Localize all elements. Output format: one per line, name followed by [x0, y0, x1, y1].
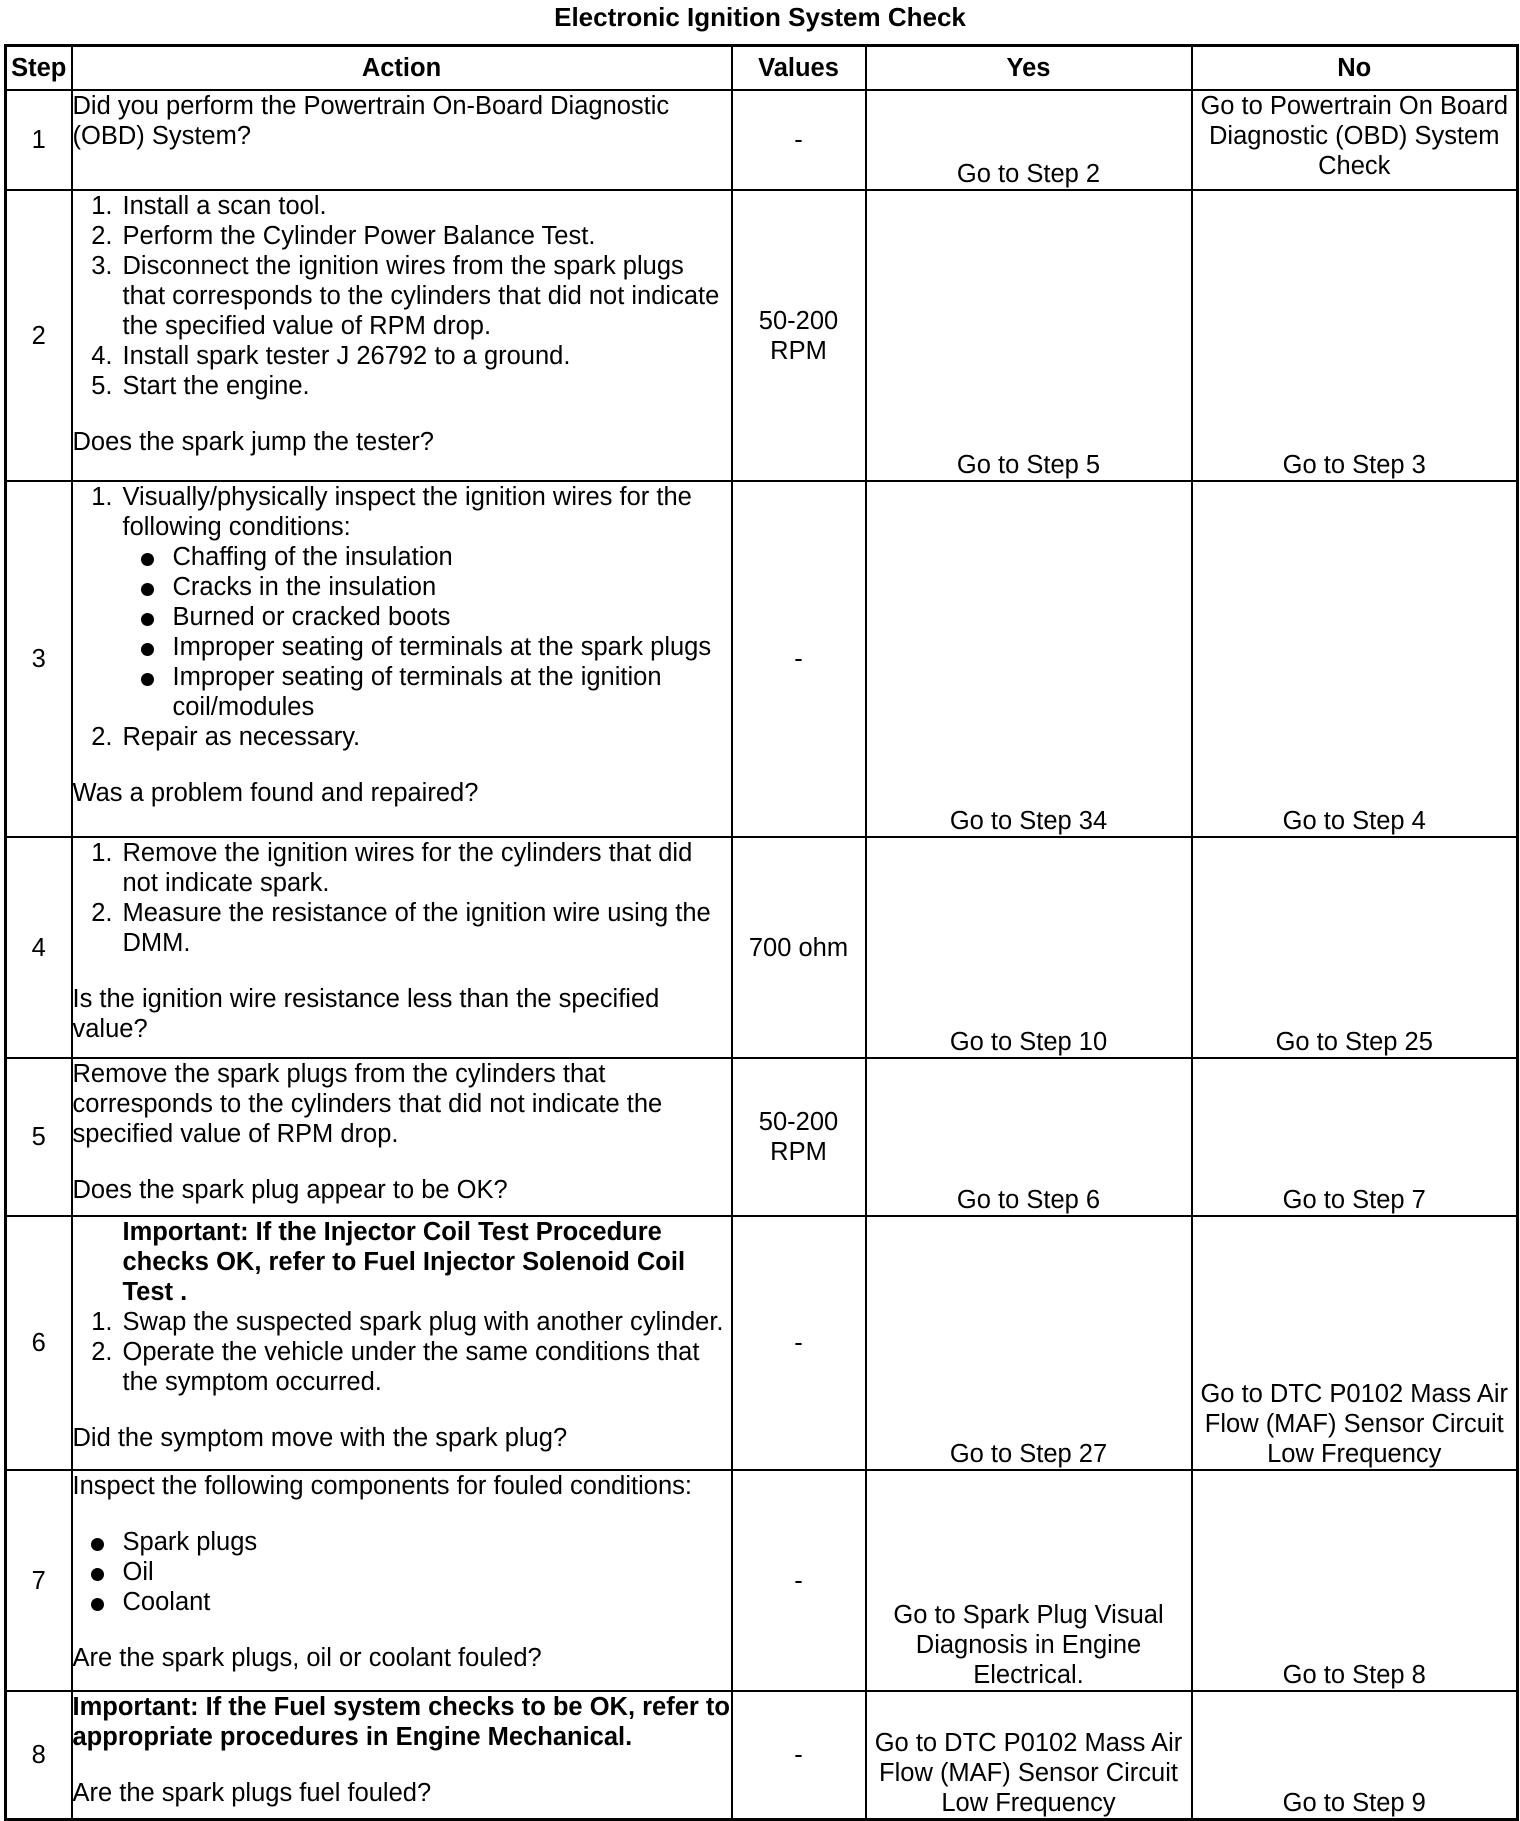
bullet-item: Cracks in the insulation [73, 572, 731, 602]
ignition-check-table [4, 44, 1519, 1821]
value-cell: 50-200 RPM [732, 190, 866, 481]
bullet-item: Oil [73, 1557, 731, 1587]
table-row [6, 1058, 1518, 1216]
header-no: No [1192, 46, 1518, 91]
step-number: 4 [6, 837, 72, 1058]
yes-cell: Go to DTC P0102 Mass Air Flow (MAF) Sensor Circuit Low Frequency [866, 1691, 1192, 1819]
no-cell: Go to Step 8 [1192, 1470, 1518, 1691]
table-row [6, 1216, 1518, 1470]
bullet-item: Spark plugs [73, 1527, 731, 1557]
yes-cell: Go to Spark Plug Visual Diagnosis in Engine Electrical. [866, 1470, 1192, 1691]
document-title: Electronic Ignition System Check [554, 2, 966, 32]
yes-cell: Go to Step 34 [866, 481, 1192, 837]
bullet-icon [91, 1568, 104, 1581]
action-cell [72, 1470, 732, 1691]
bullet-item: Burned or cracked boots [73, 602, 731, 632]
action-cell [72, 837, 732, 1058]
step-number: 6 [6, 1216, 72, 1470]
value-cell: - [732, 481, 866, 837]
table-row [6, 481, 1518, 837]
yes-cell: Go to Step 2 [866, 90, 1192, 190]
table-row [6, 1470, 1518, 1691]
table-header-row [6, 46, 1518, 91]
no-cell: Go to DTC P0102 Mass Air Flow (MAF) Sensor Circuit Low Frequency [1192, 1216, 1518, 1470]
table-row [6, 1691, 1518, 1819]
value-cell: - [732, 1470, 866, 1691]
step-number: 1 [6, 90, 72, 190]
step-number: 8 [6, 1691, 72, 1819]
step-number: 2 [6, 190, 72, 481]
action-item: 1. Visually/physically inspect the ignition wires for the following conditions: [91, 483, 692, 541]
step-number: 5 [6, 1058, 72, 1216]
action-question: Is the ignition wire resistance less than the specified value? [72, 985, 660, 1043]
action-item: 1. Swap the suspected spark plug with another cylinder. [91, 1308, 724, 1336]
important-note: Important: If the Fuel system checks to be OK, refer to appropriate procedures in Engine Mechanical. [72, 1693, 730, 1751]
action-question: Does the spark plug appear to be OK? [72, 1176, 508, 1204]
table-row [6, 837, 1518, 1058]
action-cell [72, 481, 732, 837]
bullet-item: Improper seating of terminals at the ignition coil/modules [73, 662, 731, 722]
action-item: 2. Operate the vehicle under the same conditions that the symptom occurred. [91, 1338, 700, 1396]
action-item: 1. Remove the ignition wires for the cylinders that did not indicate spark. [91, 839, 693, 897]
bullet-icon [141, 583, 154, 596]
value-cell: 50-200 RPM [732, 1058, 866, 1216]
bullet-item: Coolant [73, 1587, 731, 1617]
bullet-icon [91, 1598, 104, 1611]
action-text: Did you perform the Powertrain On-Board Diagnostic (OBD) System? [72, 92, 670, 150]
action-item: 2. Measure the resistance of the ignition wire using the DMM. [91, 899, 711, 957]
action-item: 5. Start the engine. [91, 372, 310, 400]
value-cell: - [732, 1691, 866, 1819]
action-question: Are the spark plugs, oil or coolant fouled? [72, 1644, 542, 1672]
action-text: Remove the spark plugs from the cylinders that corresponds to the cylinders that did not indicate the specified value of RPM drop. [72, 1060, 663, 1148]
yes-cell: Go to Step 27 [866, 1216, 1192, 1470]
action-item: 3. Disconnect the ignition wires from the spark plugs that corresponds to the cylinders that did not indicate the specified value of RPM drop. [91, 252, 720, 340]
no-cell: Go to Powertrain On Board Diagnostic (OBD) System Check [1192, 90, 1518, 190]
bullet-icon [141, 613, 154, 626]
value-cell: 700 ohm [732, 837, 866, 1058]
yes-cell: Go to Step 6 [866, 1058, 1192, 1216]
header-values: Values [732, 46, 866, 91]
table-row [6, 190, 1518, 481]
bullet-icon [141, 553, 154, 566]
action-cell [72, 90, 732, 190]
bullet-item: Improper seating of terminals at the spark plugs [73, 632, 731, 662]
value-cell: - [732, 1216, 866, 1470]
no-cell: Go to Step 25 [1192, 837, 1518, 1058]
step-number: 3 [6, 481, 72, 837]
action-item: 4. Install spark tester J 26792 to a ground. [91, 342, 571, 370]
table-row [6, 90, 1518, 190]
bullet-icon [141, 673, 154, 686]
action-text: Inspect the following components for fouled conditions: [72, 1472, 692, 1500]
header-action: Action [72, 46, 732, 91]
action-item: 1. Install a scan tool. [91, 192, 327, 220]
action-cell [72, 1216, 732, 1470]
action-cell [72, 190, 732, 481]
yes-cell: Go to Step 10 [866, 837, 1192, 1058]
action-question: Does the spark jump the tester? [72, 428, 434, 456]
bullet-item: Chaffing of the insulation [73, 542, 731, 572]
no-cell: Go to Step 9 [1192, 1691, 1518, 1819]
header-step: Step [6, 46, 72, 91]
step-number: 7 [6, 1470, 72, 1691]
no-cell: Go to Step 4 [1192, 481, 1518, 837]
action-cell [72, 1058, 732, 1216]
no-cell: Go to Step 3 [1192, 190, 1518, 481]
value-cell: - [732, 90, 866, 190]
no-cell: Go to Step 7 [1192, 1058, 1518, 1216]
bullet-icon [141, 643, 154, 656]
action-question: Did the symptom move with the spark plug? [72, 1424, 568, 1452]
yes-cell: Go to Step 5 [866, 190, 1192, 481]
action-item: 2. Perform the Cylinder Power Balance Test. [91, 222, 596, 250]
header-yes: Yes [866, 46, 1192, 91]
action-question: Are the spark plugs fuel fouled? [72, 1779, 432, 1807]
action-item: 2. Repair as necessary. [91, 723, 361, 751]
action-cell [72, 1691, 732, 1819]
bullet-icon [91, 1538, 104, 1551]
important-note: Important: If the Injector Coil Test Procedure checks OK, refer to Fuel Injector Solenoid Coil Test . [122, 1218, 686, 1306]
action-question: Was a problem found and repaired? [72, 779, 479, 807]
